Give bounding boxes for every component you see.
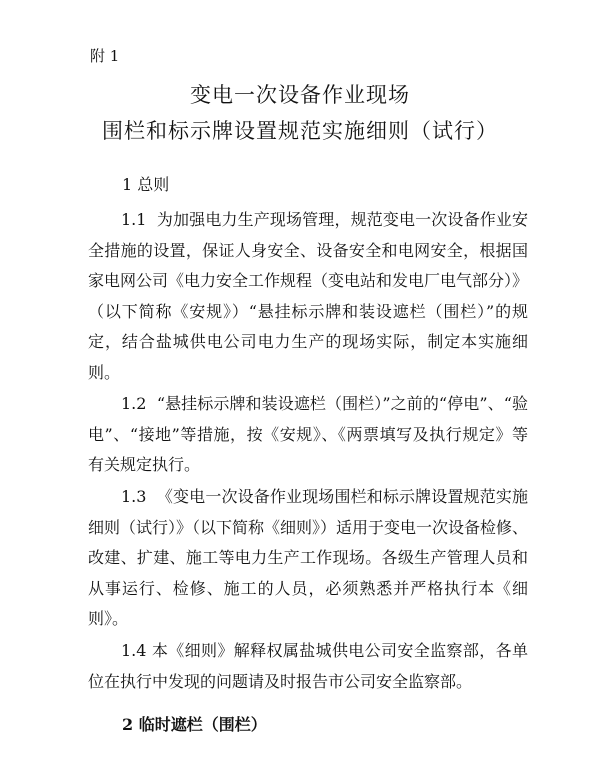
paragraph-text: 本《细则》解释权属盐城供电公司安全监察部，各单位在执行中发现的问题请及时报告市公司安全监察部。	[88, 641, 528, 691]
paragraph-1-1	[88, 205, 528, 388]
paragraph-number: 1.1	[121, 210, 147, 229]
section-heading-general: 1 总则	[122, 175, 170, 194]
annex-label: 附 1	[90, 47, 120, 65]
paragraph-number: 1.3	[121, 487, 147, 506]
document-title-line-2: 围栏和标示牌设置规范实施细则（试行）	[102, 119, 498, 143]
section-heading-temporary-barrier: 2 临时遮栏（围栏）	[122, 715, 267, 734]
paragraph-number: 1.4	[121, 641, 147, 660]
paragraph-number: 1.2	[121, 394, 147, 413]
paragraph-1-2	[88, 389, 528, 481]
paragraph-text: “悬挂标示牌和装设遮栏（围栏）”之前的“停电”、“验电”、“接地”等措施，按《安规》、《两票填写及执行规定》等有关规定执行。	[88, 394, 528, 474]
paragraph-1-3	[88, 482, 528, 635]
document-title-line-1: 变电一次设备作业现场	[190, 83, 410, 107]
paragraph-1-4	[88, 636, 528, 697]
paragraph-text: 为加强电力生产现场管理，规范变电一次设备作业安全措施的设置，保证人身安全、设备安全和电网安全，根据国家电网公司《电力安全工作规程（变电站和发电厂电气部分）》（以下简称《安规》）“悬挂标示牌和装设遮栏（围栏）”的规定，结合盐城供电公司电力生产的现场实际，制定本实施细则。	[88, 210, 529, 382]
paragraph-text: 《变电一次设备作业现场围栏和标示牌设置规范实施细则（试行）》（以下简称《细则》）适用于变电一次设备检修、改建、扩建、施工等电力生产工作现场。各级生产管理人员和从事运行、检修、施工的人员，必须熟悉并严格执行本《细则》。	[88, 487, 529, 628]
